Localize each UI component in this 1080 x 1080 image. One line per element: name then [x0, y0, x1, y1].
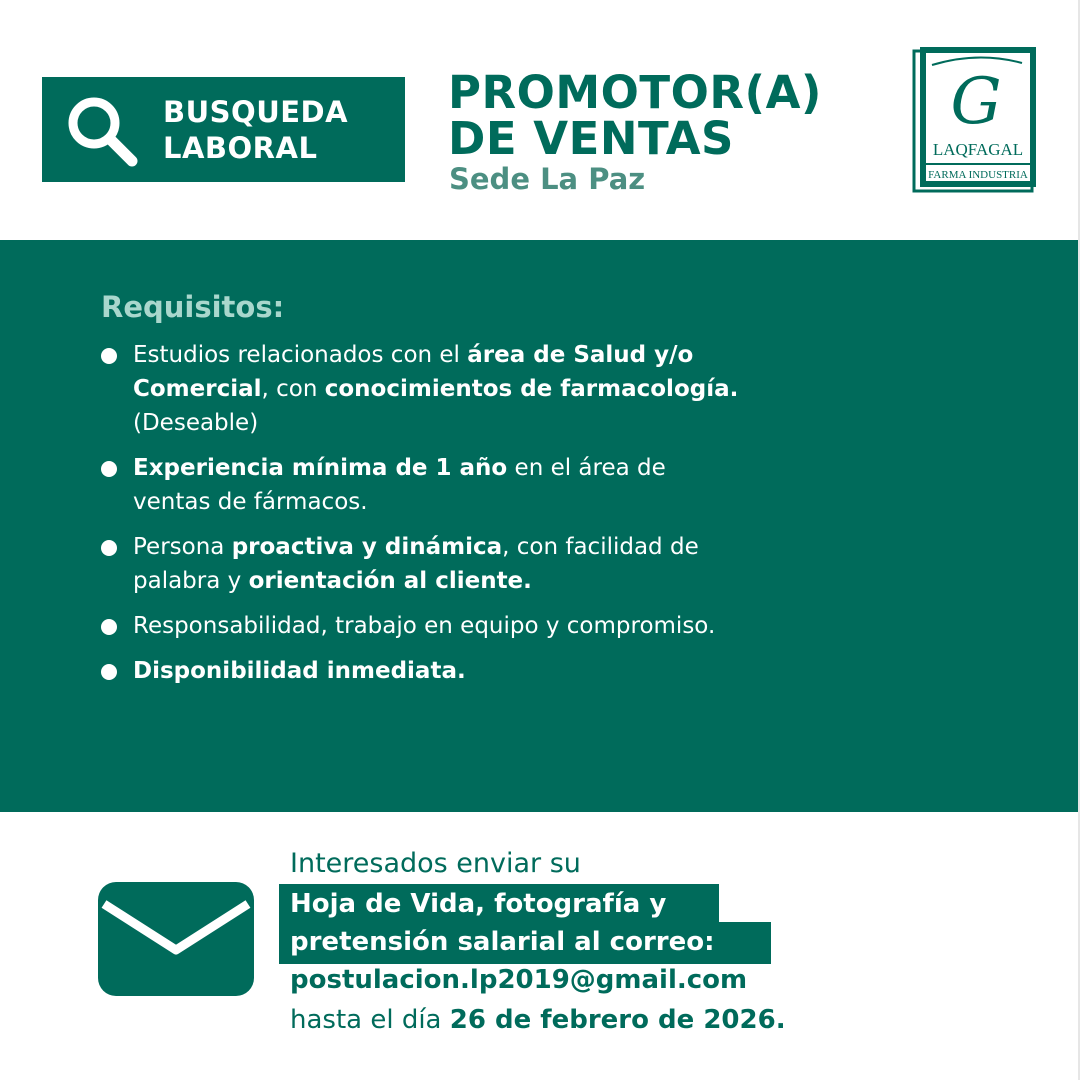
requirement-text: Estudios relacionados con el: [133, 342, 468, 368]
requirement-emphasis: orientación al cliente.: [248, 568, 532, 594]
requirement-text: , con facilidad de palabra y: [133, 534, 699, 594]
requirement-text: (Deseable): [133, 410, 259, 436]
contact-email[interactable]: postulacion.lp2019@gmail.com: [290, 965, 748, 995]
badge-label: [163, 94, 348, 166]
requirement-item: [101, 451, 741, 519]
logo-monogram: G: [950, 65, 1002, 139]
job-location: Sede La Paz: [449, 162, 646, 196]
envelope-icon: [98, 882, 254, 996]
bullet-icon: [101, 348, 117, 364]
requirement-item: [101, 609, 741, 643]
company-logo: [908, 45, 1038, 195]
application-deadline: [290, 1005, 786, 1035]
requirements-list: [101, 338, 741, 699]
job-title-line-1: PROMOTOR(A): [448, 66, 822, 119]
requirement-item: [101, 654, 741, 688]
job-search-badge: [42, 77, 405, 182]
requirement-emphasis: conocimientos de farmacología.: [324, 376, 739, 402]
badge-line-2: LABORAL: [163, 131, 318, 165]
requirement-item: [101, 338, 741, 440]
bullet-icon: [101, 664, 117, 680]
job-title-line-2: DE VENTAS: [448, 112, 734, 165]
requirement-emphasis: Disponibilidad inmediata.: [133, 658, 466, 684]
logo-name: LAQFAGAL: [932, 140, 1024, 159]
requirement-emphasis: Experiencia mínima de 1 año: [133, 455, 508, 481]
requirements-heading: Requisitos:: [101, 290, 285, 324]
deadline-prefix: hasta el día: [290, 1005, 450, 1035]
bullet-icon: [101, 540, 117, 556]
job-title: [448, 66, 822, 165]
contact-intro: Interesados enviar su: [290, 848, 581, 879]
contact-highlight-1: Hoja de Vida, fotografía y: [290, 889, 667, 919]
requirement-item: [101, 530, 741, 598]
requirement-text: en el área de ventas de fármacos.: [133, 455, 666, 515]
deadline-date: 26 de febrero de 2026.: [449, 1005, 786, 1035]
logo-tagline: FARMA INDUSTRIA: [928, 169, 1028, 181]
requirement-emphasis: proactiva y dinámica: [231, 534, 503, 560]
bullet-icon: [101, 461, 117, 477]
badge-line-1: BUSQUEDA: [163, 95, 349, 129]
search-icon: [64, 93, 140, 169]
requirement-emphasis: área de Salud y/o Comercial: [133, 342, 694, 402]
requirement-text: Persona: [133, 534, 232, 560]
contact-highlight-2: pretensión salarial al correo:: [290, 927, 715, 957]
requirement-text: , con: [261, 376, 325, 402]
requirement-text: Responsabilidad, trabajo en equipo y compromiso.: [133, 613, 716, 639]
bullet-icon: [101, 619, 117, 635]
